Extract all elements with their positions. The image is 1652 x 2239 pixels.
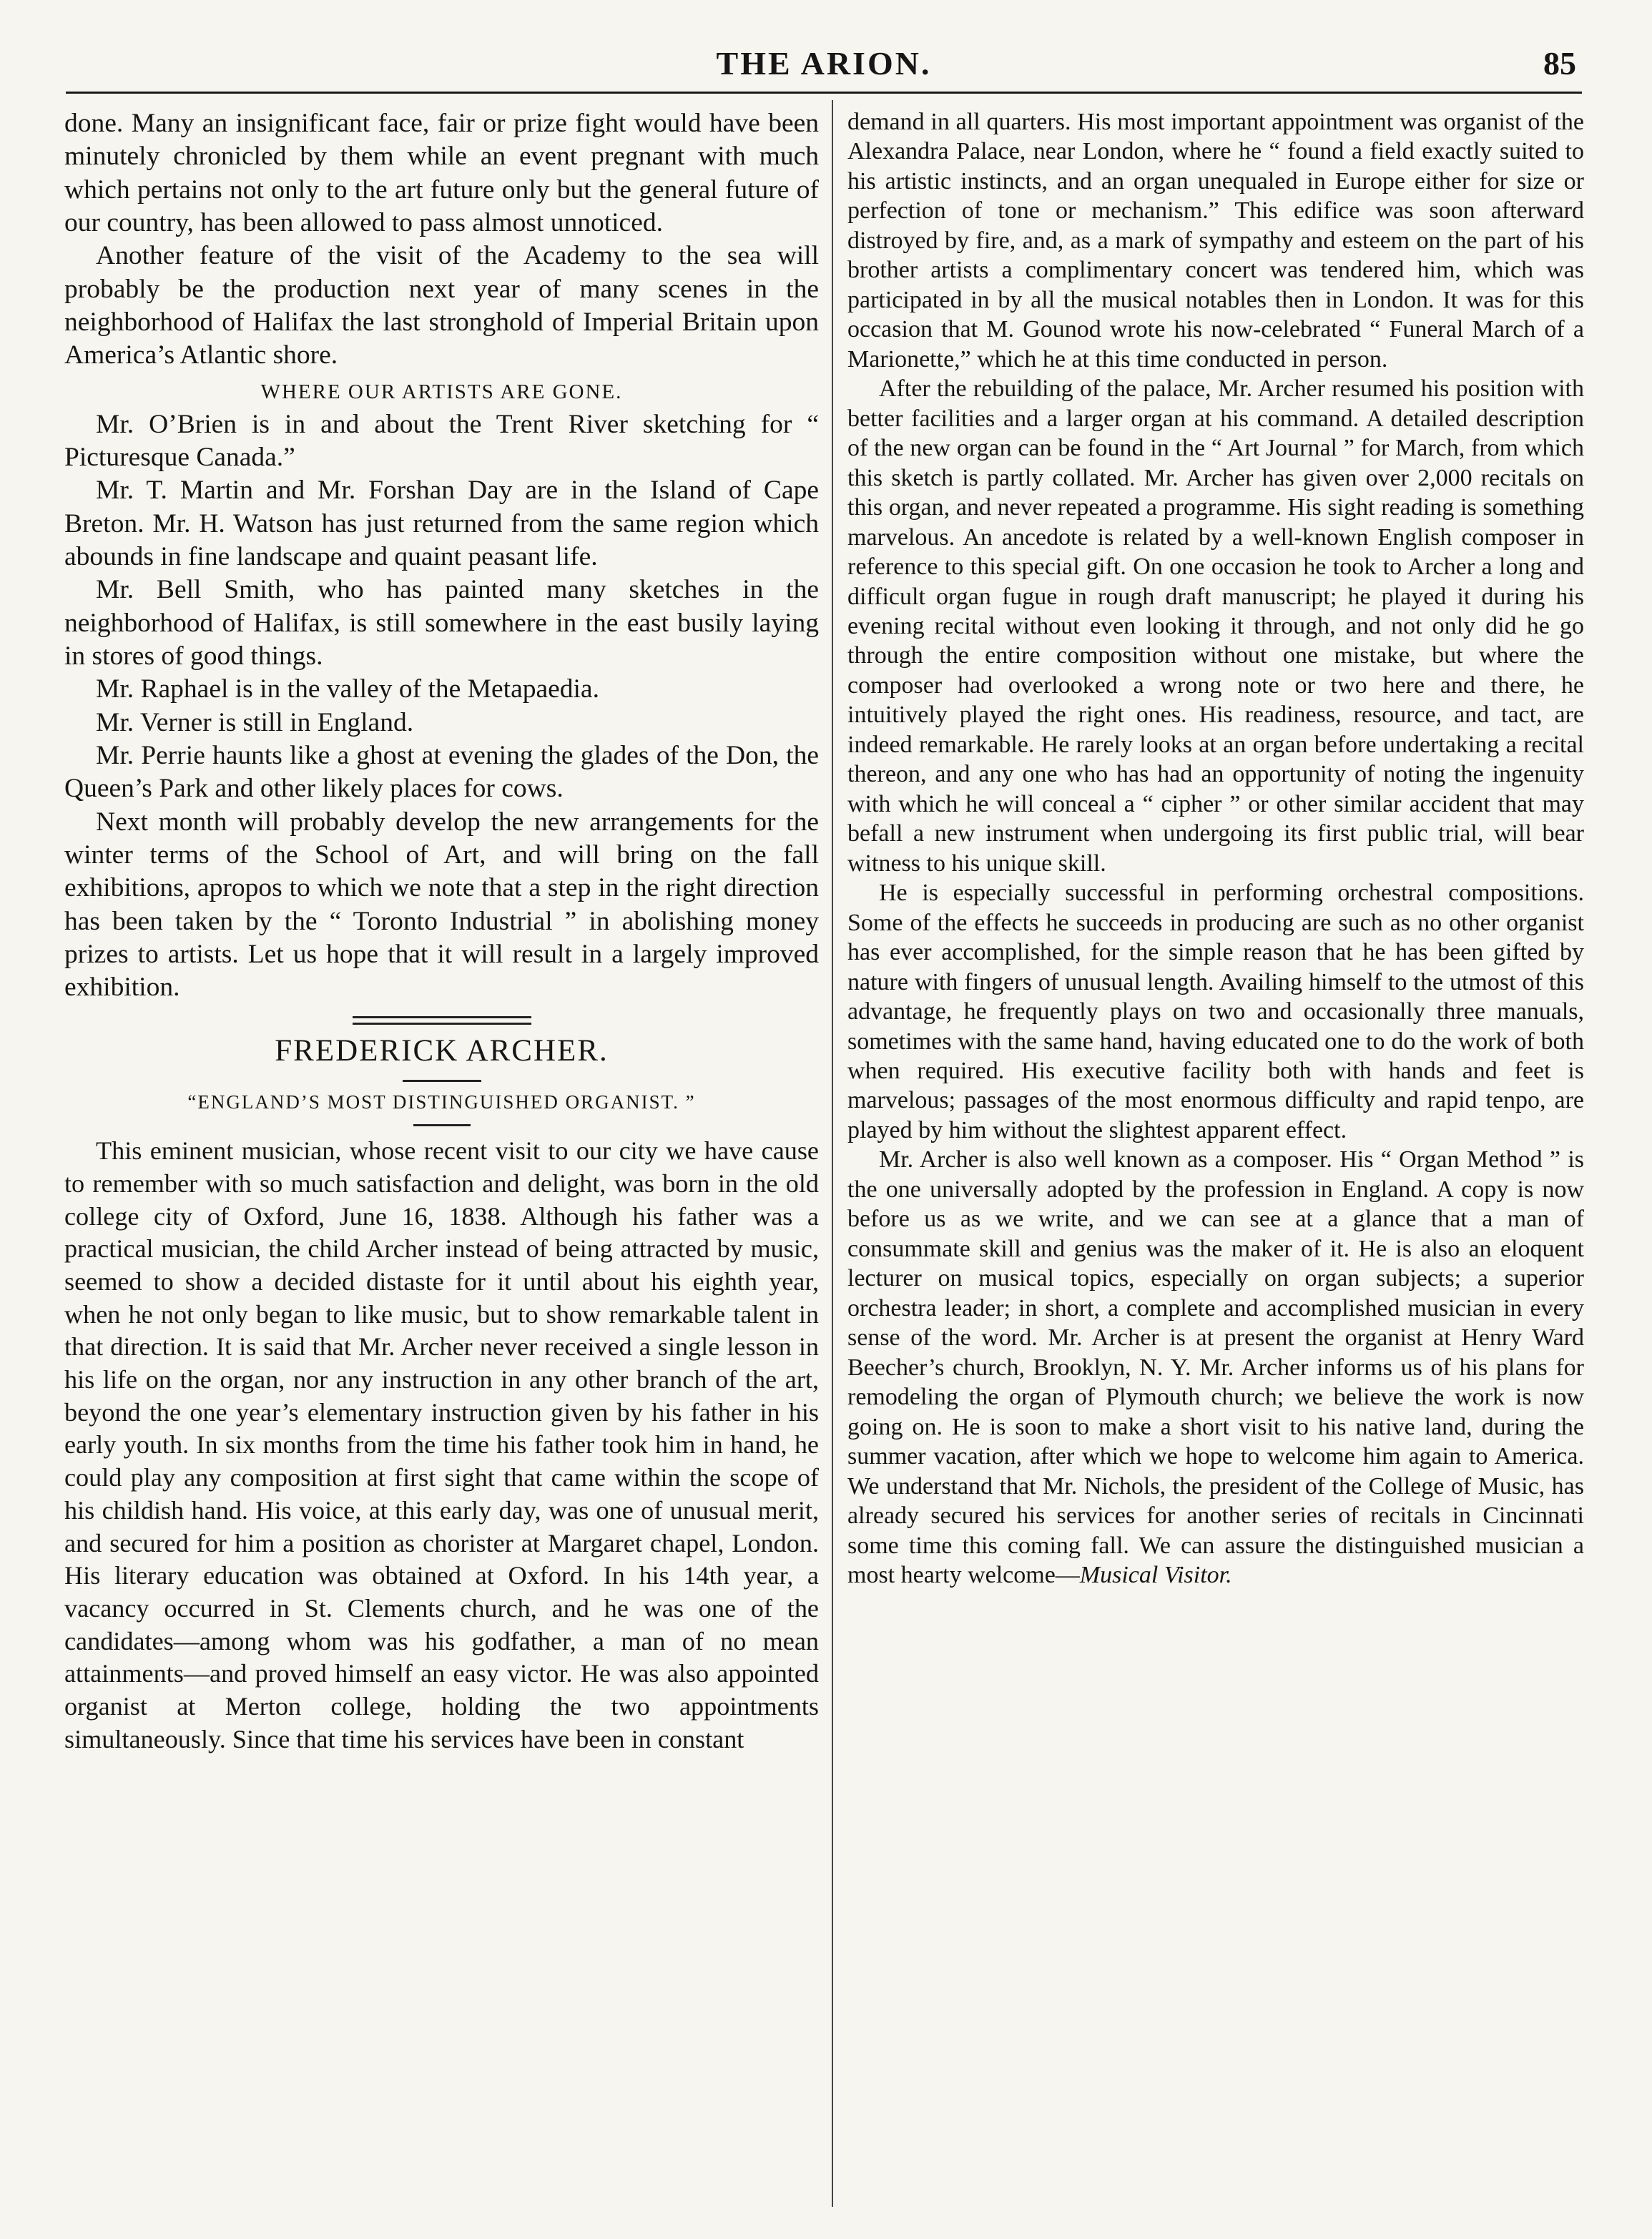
artist-note: Mr. Raphael is in the valley of the Metapaedia. xyxy=(96,674,599,704)
article-title: FREDERICK ARCHER. xyxy=(275,1033,609,1068)
paragraph: demand in all quarters. His most important appointment was organist of the Alexandra Palace, near London, where he “ found a field exactly suited to his artistic instincts, and an organ unequaled in Europe either for size or perfection of tone or mechanism.” This edifice was soon afterward distroyed by fire, and, as a mark of sympathy and esteem on the part of his brother artists a complimentary concert was tendered him, which was participated in by all the musical notables then in London. It was for this occasion that M. Gounod wrote his now-celebrated “ Funeral March of a Marionette,” which he at this time conducted in person. xyxy=(847,109,1584,373)
header-rule xyxy=(66,92,1582,94)
artist-note: Next month will probably develop the new arrangements for the winter terms of the School of Art, and will bring on the fall exhibitions, apropos to which we note that a step in the right direction has been taken by the “ Toronto Industrial ” in abolishing money prizes to artists. Let us hope that it will result in a largely improved exhibition. xyxy=(64,807,819,1003)
subtitle-rule xyxy=(413,1124,471,1126)
artist-note: Mr. O’Brien is in and about the Trent River sketching for “ Picturesque Canada.” xyxy=(64,409,819,472)
artist-note: Mr. Bell Smith, who has painted many sketches in the neighborhood of Halifax, is still somewhere in the east busily laying in stores of good things. xyxy=(64,575,819,671)
paragraph: done. Many an insignificant face, fair or prize fight would have been minutely chronicled by them while an event pregnant with much which pertains not only to the art future only but the general future of our country, has been allowed to pass almost unnoticed. xyxy=(64,109,819,238)
page-number: 85 xyxy=(1543,45,1576,82)
source-signature: Musical Visitor. xyxy=(1079,1561,1232,1588)
artist-note: Mr. Verner is still in England. xyxy=(96,707,414,737)
paragraph: Another feature of the visit of the Academy to the sea will probably be the production next year of many scenes in the neighborhood of Halifax the last stronghold of Imperial Britain upon America’s Atlantic shore. xyxy=(64,241,819,370)
paragraph: After the rebuilding of the palace, Mr. Archer resumed his position with better facilities and a larger organ at his command. A detailed description of the new organ can be found in the “ Art Journal ” for March, from which this sketch is partly collated. Mr. Archer has given over 2,000 recitals on this organ, and never repeated a programme. His sight reading is something marvelous. An ancedote is related by a well-known English composer in reference to this special gift. On one occasion he took to Archer a long and difficult organ fugue in rough draft manuscript; he played it during his evening recital without even looking it through, and not only did he go through the entire composition without one mistake, but where the composer had overlooked a wrong note or two here and there, he intuitively played the right ones. His readiness, resource, and tact, are indeed remarkable. He rarely looks at an organ before undertaking a recital thereon, and any one who has had an opportunity of noting the ingenuity with which he will conceal a “ cipher ” or other similar accident that may befall a new instrument when undergoing its first public trial, will bear witness to his unique skill. xyxy=(847,375,1584,877)
paragraph: This eminent musician, whose recent visit to our city we have cause to remember with so much satisfaction and delight, was born in the old college city of Oxford, June 16, 1838. Although his father was a practical musician, the child Archer instead of being attracted by music, seemed to show a decided distaste for it until about his eighth year, when he not only began to like music, but to show remarkable talent in that direction. It is said that Mr. Archer never received a single lesson in his life on the organ, nor any instruction in any other branch of the art, beyond the one year’s elementary instruction given by his father in his early youth. In six months from the time his father took him in hand, he could play any composition at first sight that came within the scope of his childish hand. His voice, at this early day, was one of unusual merit, and secured for him a position as chorister at Margaret chapel, London. His literary education was obtained at Oxford. In his 14th year, a vacancy occurred in St. Clements church, and he was one of the candidates—among whom was his godfather, a man of no mean attainments—and proved himself an easy victor. He was also appointed organist at Merton college, holding the two appointments simultaneously. Since that time his services have been in constant xyxy=(64,1136,819,1753)
article-subtitle: “ENGLAND’S MOST DISTINGUISHED ORGANIST. ” xyxy=(187,1091,696,1113)
page-header xyxy=(66,44,1582,94)
artist-note: Mr. T. Martin and Mr. Forshan Day are in the Island of Cape Breton. Mr. H. Watson has just returned from the same region which abounds in fine landscape and quaint peasant life. xyxy=(64,476,819,571)
paragraph: He is especially successful in performing orchestral compositions. Some of the effects he succeeds in producing are such as no other organist has ever accomplished, for the simple reason that he has been gifted by nature with fingers of unusual length. Availing himself to the utmost of this advantage, he frequently plays on two and occasionally three manuals, sometimes with the same hand, having educated one to do the work of both when required. His executive facility both with hands and feet is marvelous; passages of the most enormous difficulty and rapid tenpo, are played by him without the slightest apparent effect. xyxy=(847,880,1584,1143)
journal-title: THE ARION. xyxy=(716,45,932,82)
left-column xyxy=(64,107,819,2207)
title-rule xyxy=(403,1080,481,1082)
right-column xyxy=(847,107,1584,2207)
paragraph xyxy=(847,1145,1584,1590)
column-divider xyxy=(832,100,833,2207)
closing-text: Mr. Archer is also well known as a composer. His “ Organ Method ” is the one universally adopted by the profession in England. A copy is now before us as we write, and we can see at a glance that a man of consummate skill and genius was the maker of it. He is also an eloquent lecturer on musical topics, especially on organ subjects; a superior orchestra leader; in short, a complete and accomplished musician in every sense of the word. Mr. Archer is at present the organist at Henry Ward Beecher’s church, Brooklyn, N. Y. Mr. Archer informs us of his plans for remodeling the organ of Plymouth church; we believe the work is now going on. He is soon to make a short visit to his native land, during the summer vacation, after which we hope to welcome him again to America. We understand that Mr. Nichols, the president of the College of Music, has already secured his services for another series of recitals in Cincinnati some time this coming fall. We can assure the distinguished musician a most hearty welcome— xyxy=(847,1146,1584,1588)
section-divider xyxy=(353,1016,531,1025)
artist-note: Mr. Perrie haunts like a ghost at evening the glades of the Don, the Queen’s Park and other likely places for cows. xyxy=(64,741,819,804)
section-heading: WHERE OUR ARTISTS ARE GONE. xyxy=(260,380,623,403)
